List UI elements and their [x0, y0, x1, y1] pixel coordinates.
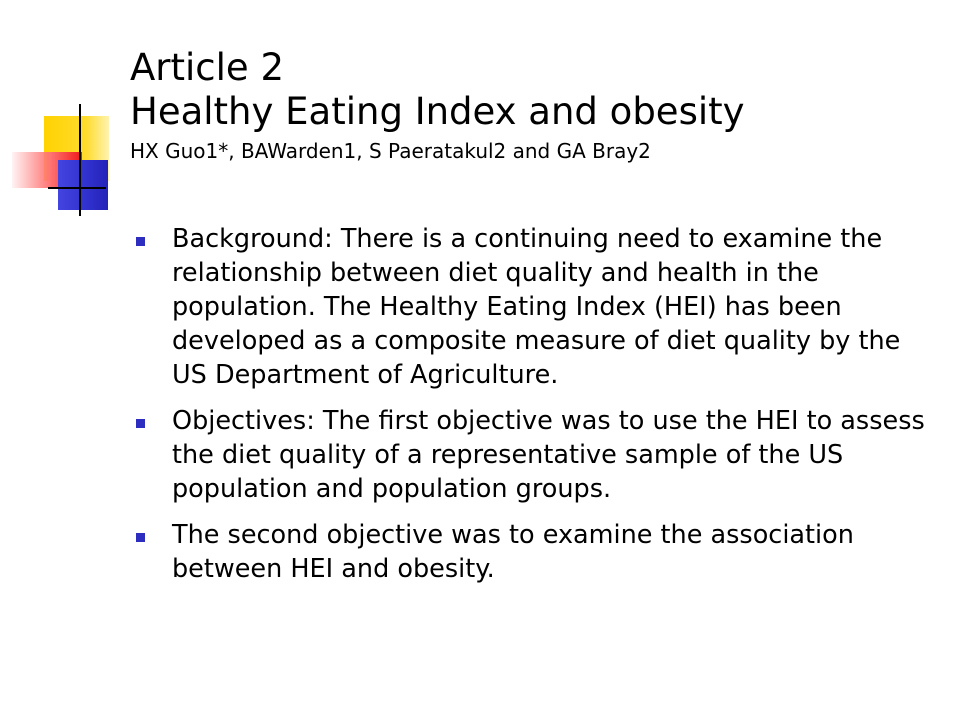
bullet-square-icon	[136, 419, 145, 428]
bullet-objectives	[132, 404, 932, 506]
bullet-second-objective	[132, 518, 932, 586]
decorative-corner-graphic	[0, 0, 130, 230]
slide-title	[130, 46, 930, 164]
deco-blue-square	[58, 160, 108, 210]
bullet-text: Objectives: The first objective was to use the HEI to assess the diet quality of a representative sample of the US population and population groups.	[172, 406, 925, 504]
bullet-text: The second objective was to examine the association between HEI and obesity.	[172, 520, 854, 584]
deco-horizontal-line	[48, 187, 106, 189]
authors-line: HX Guo1*, BAWarden1, S Paeratakul2 and GA Bray2	[130, 139, 651, 163]
deco-vertical-line	[79, 104, 81, 216]
bullet-text: Background: There is a continuing need to examine the relationship between diet quality and health in the population. The Healthy Eating Index (HEI) has been developed as a composite measure of diet quality by the US Department of Agriculture.	[172, 224, 901, 390]
bullet-list	[132, 222, 932, 598]
bullet-square-icon	[136, 533, 145, 542]
title-line-1: Article 2	[130, 46, 284, 89]
bullet-background	[132, 222, 932, 392]
bullet-square-icon	[136, 237, 145, 246]
title-line-2: Healthy Eating Index and obesity	[130, 90, 745, 133]
